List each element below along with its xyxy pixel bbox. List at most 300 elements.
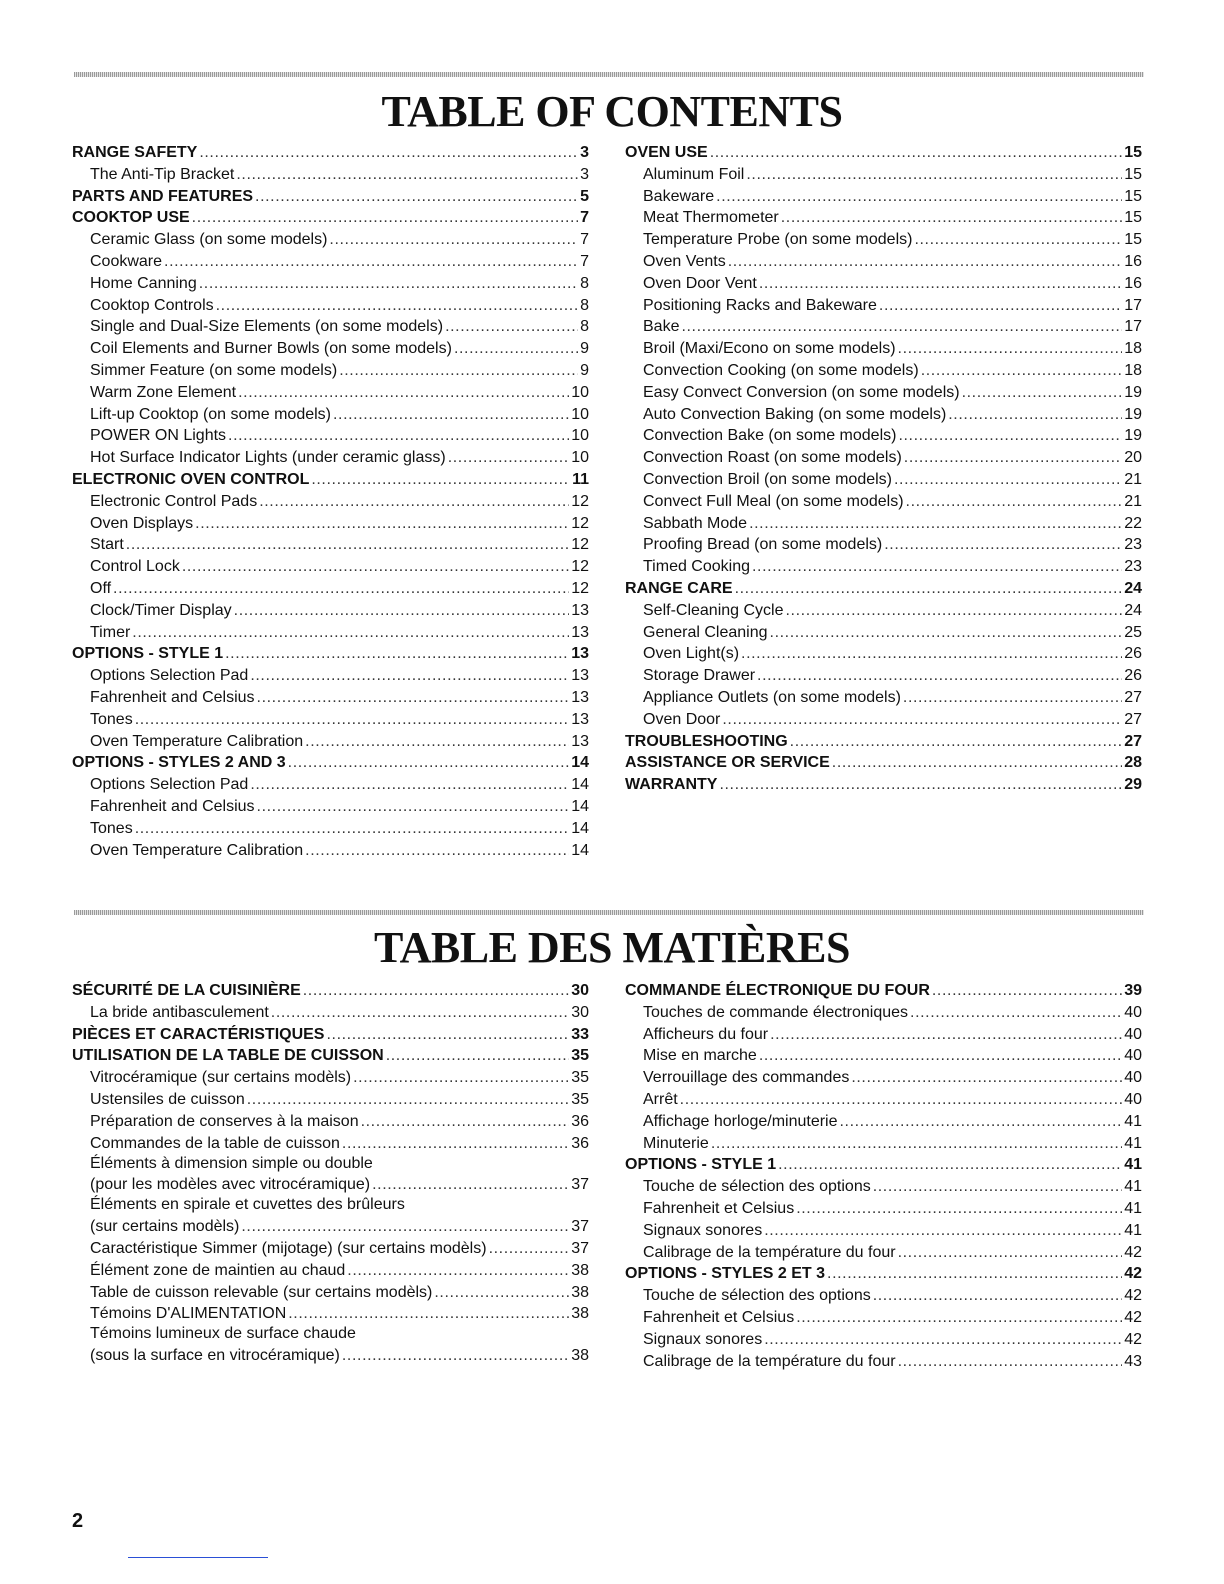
toc-subentry[interactable] — [72, 578, 589, 600]
toc-title: TABLE OF CONTENTS — [381, 87, 843, 136]
toc-subentry[interactable] — [72, 425, 589, 447]
entry-title: Start — [90, 536, 124, 554]
toc-subentry[interactable] — [625, 622, 1142, 644]
toc-subentry[interactable] — [72, 1282, 589, 1304]
dot-leader — [241, 1216, 569, 1238]
dot-leader — [910, 1002, 1122, 1024]
entry-title: OPTIONS - STYLES 2 ET 3 — [625, 1265, 826, 1283]
entry-page-number: 10 — [571, 405, 589, 423]
entry-title: (pour les modèles avec vitrocéramique) — [90, 1176, 371, 1194]
entry-page-number: 23 — [1124, 558, 1142, 576]
entry-page-number: 12 — [571, 514, 589, 532]
entry-page-number: 23 — [1124, 536, 1142, 554]
toc-section-entry[interactable] — [72, 469, 589, 491]
toc-subentry[interactable] — [625, 1067, 1142, 1089]
entry-title: Touche de sélection des options — [643, 1287, 871, 1305]
entry-page-number: 21 — [1124, 492, 1142, 510]
toc-right-column — [625, 142, 1142, 796]
entry-title: Temperature Probe (on some models) — [643, 231, 913, 249]
dot-leader — [680, 1089, 1123, 1111]
toc-subentry[interactable] — [72, 1154, 589, 1196]
entry-page-number: 39 — [1124, 982, 1142, 999]
entry-page-number: 20 — [1124, 449, 1142, 467]
toc-subentry[interactable] — [72, 360, 589, 382]
dot-leader — [257, 687, 570, 709]
toc-subentry[interactable] — [625, 273, 1142, 295]
dot-leader — [454, 338, 578, 360]
dot-leader — [962, 382, 1123, 404]
dot-leader — [710, 142, 1123, 164]
dot-leader — [250, 665, 569, 687]
entry-title: Fahrenheit et Celsius — [643, 1199, 795, 1217]
tdm-right-column — [625, 980, 1142, 1372]
entry-title: Verrouillage des commandes — [643, 1069, 850, 1087]
toc-subentry[interactable] — [72, 1303, 589, 1325]
toc-subentry[interactable] — [72, 229, 589, 251]
dot-leader — [898, 338, 1123, 360]
toc-section-entry[interactable] — [625, 731, 1142, 753]
toc-subentry[interactable] — [72, 447, 589, 469]
entry-page-number: 38 — [571, 1347, 589, 1365]
toc-subentry[interactable] — [72, 513, 589, 535]
dot-leader — [347, 1260, 569, 1282]
toc-section-entry[interactable] — [72, 980, 589, 1002]
dot-leader — [303, 980, 569, 1002]
entry-title: COOKTOP USE — [72, 209, 190, 227]
dot-leader — [225, 643, 569, 665]
entry-title: ASSISTANCE OR SERVICE — [625, 754, 830, 772]
dot-leader — [681, 316, 1122, 338]
entry-page-number: 10 — [571, 449, 589, 467]
toc-subentry[interactable] — [625, 643, 1142, 665]
entry-title: OPTIONS - STYLES 2 AND 3 — [72, 754, 286, 772]
toc-subentry[interactable] — [72, 338, 589, 360]
entry-page-number: 40 — [1124, 1025, 1142, 1043]
toc-subentry[interactable] — [625, 404, 1142, 426]
toc-subentry[interactable] — [625, 1198, 1142, 1220]
toc-subentry[interactable] — [72, 1067, 589, 1089]
entry-page-number: 8 — [580, 274, 589, 292]
toc-subentry[interactable] — [72, 251, 589, 273]
toc-subentry[interactable] — [625, 1111, 1142, 1133]
toc-subentry[interactable] — [625, 164, 1142, 186]
entry-title: Aluminum Foil — [643, 165, 745, 183]
entry-page-number: 29 — [1124, 776, 1142, 794]
toc-subentry[interactable] — [72, 1089, 589, 1111]
dot-leader — [770, 622, 1123, 644]
dot-leader — [311, 469, 570, 491]
entry-page-number: 42 — [1124, 1287, 1142, 1305]
entry-title-line1: Éléments à dimension simple ou double — [90, 1154, 373, 1172]
dot-leader — [884, 534, 1122, 556]
toc-section-entry[interactable] — [625, 578, 1142, 600]
entry-page-number: 16 — [1124, 274, 1142, 292]
toc-subentry[interactable] — [625, 1002, 1142, 1024]
dot-leader — [238, 382, 569, 404]
toc-subentry[interactable] — [625, 513, 1142, 535]
toc-subentry[interactable] — [625, 251, 1142, 273]
entry-title: Meat Thermometer — [643, 209, 779, 227]
toc-section-entry[interactable] — [72, 643, 589, 665]
entry-title: Fahrenheit et Celsius — [643, 1308, 795, 1326]
entry-title: OPTIONS - STYLE 1 — [72, 645, 224, 663]
dot-leader — [728, 251, 1122, 273]
toc-subentry[interactable] — [72, 818, 589, 840]
entry-title: Control Lock — [90, 558, 180, 576]
dot-leader — [906, 491, 1123, 513]
entry-title: Self-Cleaning Cycle — [643, 601, 784, 619]
entry-page-number: 7 — [580, 231, 589, 249]
dot-leader — [489, 1238, 570, 1260]
toc-subentry[interactable] — [625, 1024, 1142, 1046]
dot-leader — [840, 1111, 1123, 1133]
entry-page-number: 24 — [1124, 579, 1142, 597]
dot-leader — [719, 774, 1122, 796]
entry-title: SÉCURITÉ DE LA CUISINIÈRE — [72, 982, 301, 999]
toc-subentry[interactable] — [625, 534, 1142, 556]
entry-page-number: 26 — [1124, 667, 1142, 685]
toc-subentry[interactable] — [625, 1351, 1142, 1373]
dot-leader — [770, 1024, 1122, 1046]
dot-leader — [305, 731, 569, 753]
entry-title: Témoins D'ALIMENTATION — [90, 1305, 287, 1323]
toc-subentry[interactable] — [72, 382, 589, 404]
entry-page-number: 12 — [571, 579, 589, 597]
entry-page-number: 15 — [1124, 165, 1142, 183]
toc-subentry[interactable] — [72, 840, 589, 862]
entry-page-number: 14 — [571, 797, 589, 815]
dot-leader — [914, 229, 1122, 251]
entry-page-number: 40 — [1124, 1003, 1142, 1021]
entry-page-number: 27 — [1124, 688, 1142, 706]
entry-title: Minuterie — [643, 1134, 709, 1152]
dot-leader — [873, 1285, 1122, 1307]
toc-subentry[interactable] — [625, 207, 1142, 229]
entry-title: Oven Temperature Calibration — [90, 841, 304, 859]
toc-subentry[interactable] — [625, 360, 1142, 382]
entry-page-number: 40 — [1124, 1069, 1142, 1087]
dot-leader — [329, 229, 578, 251]
toc-subentry[interactable] — [625, 1045, 1142, 1067]
dot-leader — [199, 142, 578, 164]
tdm-title: TABLE DES MATIÈRES — [374, 923, 850, 972]
entry-page-number: 25 — [1124, 623, 1142, 641]
entry-title: PIÈCES ET CARACTÉRISTIQUES — [72, 1025, 325, 1043]
dot-leader — [288, 1303, 569, 1325]
dot-leader — [216, 295, 578, 317]
dot-leader — [164, 251, 578, 273]
toc-subentry[interactable] — [72, 295, 589, 317]
toc-section-entry[interactable] — [72, 207, 589, 229]
entry-title: Calibrage de la température du four — [643, 1352, 896, 1370]
dot-leader — [326, 1024, 569, 1046]
dot-leader — [796, 1307, 1122, 1329]
dot-leader — [228, 425, 569, 447]
dot-leader — [904, 447, 1122, 469]
entry-page-number: 12 — [571, 492, 589, 510]
entry-title: Afficheurs du four — [643, 1025, 769, 1043]
dot-leader — [873, 1176, 1122, 1198]
toc-section-entry[interactable] — [625, 752, 1142, 774]
dot-leader — [333, 404, 569, 426]
dot-leader — [948, 404, 1122, 426]
entry-page-number: 13 — [571, 667, 589, 685]
toc-subentry[interactable] — [72, 665, 589, 687]
dot-leader — [764, 1220, 1122, 1242]
toc-section-entry[interactable] — [72, 142, 589, 164]
toc-subentry[interactable] — [72, 273, 589, 295]
dot-leader — [247, 1089, 569, 1111]
toc-subentry[interactable] — [625, 600, 1142, 622]
dot-leader — [903, 687, 1122, 709]
dot-leader — [796, 1198, 1122, 1220]
toc-section-entry[interactable] — [72, 1045, 589, 1067]
dot-leader — [234, 600, 570, 622]
entry-page-number: 5 — [580, 187, 589, 205]
toc-subentry[interactable] — [72, 316, 589, 338]
dot-leader — [735, 578, 1123, 600]
entry-page-number: 21 — [1124, 470, 1142, 488]
dot-leader — [448, 447, 569, 469]
toc-subentry[interactable] — [72, 534, 589, 556]
entry-page-number: 18 — [1124, 361, 1142, 379]
entry-page-number: 17 — [1124, 318, 1142, 336]
toc-subentry[interactable] — [72, 164, 589, 186]
toc-subentry[interactable] — [72, 796, 589, 818]
toc-subentry[interactable] — [625, 687, 1142, 709]
entry-page-number: 27 — [1124, 710, 1142, 728]
entry-title: Fahrenheit and Celsius — [90, 688, 255, 706]
toc-subentry[interactable] — [72, 1002, 589, 1024]
entry-page-number: 42 — [1124, 1330, 1142, 1348]
entry-title-line1: Témoins lumineux de surface chaude — [90, 1325, 356, 1343]
toc-subentry[interactable] — [625, 295, 1142, 317]
entry-title: Convection Bake (on some models) — [643, 427, 897, 445]
entry-page-number: 30 — [571, 1003, 589, 1021]
entry-page-number: 15 — [1124, 187, 1142, 205]
toc-subentry[interactable] — [625, 338, 1142, 360]
toc-subentry[interactable] — [72, 1196, 589, 1238]
entry-page-number: 13 — [571, 601, 589, 619]
entry-page-number: 7 — [580, 252, 589, 270]
entry-title: Fahrenheit and Celsius — [90, 797, 255, 815]
entry-page-number: 18 — [1124, 340, 1142, 358]
entry-page-number: 22 — [1124, 514, 1142, 532]
toc-section-entry[interactable] — [72, 752, 589, 774]
dot-leader — [255, 186, 578, 208]
toc-subentry[interactable] — [625, 556, 1142, 578]
entry-page-number: 14 — [571, 841, 589, 859]
dot-leader — [126, 534, 569, 556]
entry-page-number: 37 — [571, 1239, 589, 1257]
toc-subentry[interactable] — [72, 600, 589, 622]
entry-title: (sous la surface en vitrocéramique) — [90, 1347, 340, 1365]
entry-page-number: 13 — [571, 623, 589, 641]
toc-subentry[interactable] — [625, 1089, 1142, 1111]
entry-title: RANGE CARE — [625, 579, 733, 597]
entry-page-number: 37 — [571, 1176, 589, 1194]
toc-section-entry[interactable] — [625, 774, 1142, 796]
entry-title: Préparation de conserves à la maison — [90, 1112, 359, 1130]
toc-subentry[interactable] — [72, 1325, 589, 1367]
toc-subentry[interactable] — [625, 1285, 1142, 1307]
entry-title: (sur certains modèls) — [90, 1218, 240, 1236]
toc-subentry[interactable] — [72, 1133, 589, 1155]
entry-title: Ustensiles de cuisson — [90, 1090, 245, 1108]
dot-leader — [757, 665, 1122, 687]
entry-title: Oven Light(s) — [643, 645, 740, 663]
entry-title: Commandes de la table de cuisson — [90, 1134, 340, 1152]
entry-page-number: 15 — [1124, 231, 1142, 249]
toc-subentry[interactable] — [625, 469, 1142, 491]
entry-title: POWER ON Lights — [90, 427, 227, 445]
dot-leader — [932, 980, 1122, 1002]
toc-subentry[interactable] — [72, 404, 589, 426]
toc-subentry[interactable] — [625, 1329, 1142, 1351]
entry-page-number: 41 — [1124, 1156, 1142, 1174]
entry-title: Timer — [90, 623, 131, 641]
footer-underline — [128, 1557, 268, 1558]
toc-subentry[interactable] — [72, 556, 589, 578]
entry-title: Bakeware — [643, 187, 715, 205]
entry-title: Coil Elements and Burner Bowls (on some models) — [90, 340, 452, 358]
entry-page-number: 42 — [1124, 1308, 1142, 1326]
entry-title: Élément zone de maintien au chaud — [90, 1261, 346, 1279]
dot-leader — [353, 1067, 569, 1089]
toc-section-entry[interactable] — [625, 1263, 1142, 1285]
entry-title: OPTIONS - STYLE 1 — [625, 1156, 777, 1174]
toc-subentry[interactable] — [625, 229, 1142, 251]
entry-page-number: 13 — [571, 710, 589, 728]
dot-leader — [182, 556, 569, 578]
dot-leader — [434, 1282, 569, 1304]
entry-title: Sabbath Mode — [643, 514, 748, 532]
entry-title: Timed Cooking — [643, 558, 751, 576]
toc-subentry[interactable] — [625, 447, 1142, 469]
toc-subentry[interactable] — [625, 709, 1142, 731]
toc-subentry[interactable] — [72, 1238, 589, 1260]
entry-title: TROUBLESHOOTING — [625, 732, 788, 750]
dot-leader — [741, 643, 1122, 665]
toc-section-entry[interactable] — [72, 1024, 589, 1046]
entry-page-number: 41 — [1124, 1134, 1142, 1152]
toc-subentry[interactable] — [625, 425, 1142, 447]
entry-page-number: 13 — [571, 688, 589, 706]
toc-subentry[interactable] — [72, 687, 589, 709]
toc-subentry[interactable] — [625, 491, 1142, 513]
entry-title: Convection Broil (on some models) — [643, 470, 892, 488]
dot-leader — [898, 1351, 1123, 1373]
toc-subentry[interactable] — [625, 1307, 1142, 1329]
dot-leader — [722, 709, 1122, 731]
toc-section-entry[interactable] — [625, 1154, 1142, 1176]
toc-subentry[interactable] — [625, 1133, 1142, 1155]
toc-subentry[interactable] — [72, 709, 589, 731]
entry-page-number: 14 — [571, 819, 589, 837]
middle-rule — [74, 910, 1144, 915]
tdm-left-column — [72, 980, 589, 1367]
entry-title: OVEN USE — [625, 144, 708, 161]
entry-title: Options Selection Pad — [90, 667, 249, 685]
entry-page-number: 42 — [1124, 1265, 1142, 1283]
toc-subentry[interactable] — [625, 1176, 1142, 1198]
toc-section-entry[interactable] — [72, 186, 589, 208]
dot-leader — [764, 1329, 1122, 1351]
entry-page-number: 24 — [1124, 601, 1142, 619]
entry-title: Lift-up Cooktop (on some models) — [90, 405, 331, 423]
entry-page-number: 35 — [571, 1090, 589, 1108]
toc-subentry[interactable] — [72, 622, 589, 644]
entry-page-number: 41 — [1124, 1221, 1142, 1239]
toc-section-entry[interactable] — [625, 142, 1142, 164]
dot-leader — [790, 731, 1123, 753]
entry-title: Oven Door Vent — [643, 274, 757, 292]
toc-subentry[interactable] — [625, 665, 1142, 687]
entry-title: La bride antibasculement — [90, 1003, 269, 1021]
toc-subentry[interactable] — [625, 186, 1142, 208]
entry-page-number: 27 — [1124, 732, 1142, 750]
toc-subentry[interactable] — [625, 316, 1142, 338]
toc-subentry[interactable] — [625, 1220, 1142, 1242]
page-number: 2 — [72, 1510, 84, 1532]
toc-subentry[interactable] — [625, 1242, 1142, 1264]
dot-leader — [752, 556, 1122, 578]
entry-title: Proofing Bread (on some models) — [643, 536, 883, 554]
entry-page-number: 16 — [1124, 252, 1142, 270]
toc-subentry[interactable] — [72, 1260, 589, 1282]
entry-title: Easy Convect Conversion (on some models) — [643, 383, 960, 401]
dot-leader — [827, 1263, 1122, 1285]
toc-section-entry[interactable] — [625, 980, 1142, 1002]
entry-page-number: 28 — [1124, 754, 1142, 772]
entry-page-number: 37 — [571, 1218, 589, 1236]
toc-subentry[interactable] — [72, 731, 589, 753]
entry-title: WARRANTY — [625, 776, 718, 794]
entry-title: Oven Door — [643, 710, 721, 728]
entry-page-number: 15 — [1124, 144, 1142, 161]
dot-leader — [778, 1154, 1122, 1176]
entry-title: Cookware — [90, 252, 163, 270]
dot-leader — [716, 186, 1122, 208]
toc-subentry[interactable] — [72, 774, 589, 796]
entry-title: Simmer Feature (on some models) — [90, 361, 338, 379]
dot-leader — [445, 316, 578, 338]
dot-leader — [759, 1045, 1122, 1067]
dot-leader — [342, 1345, 569, 1367]
dot-leader — [898, 425, 1122, 447]
toc-subentry[interactable] — [625, 382, 1142, 404]
entry-page-number: 38 — [571, 1305, 589, 1323]
entry-title: Electronic Control Pads — [90, 492, 258, 510]
entry-page-number: 14 — [571, 754, 589, 772]
entry-title: Broil (Maxi/Econo on some models) — [643, 340, 896, 358]
entry-page-number: 26 — [1124, 645, 1142, 663]
dot-leader — [386, 1045, 570, 1067]
entry-page-number: 41 — [1124, 1199, 1142, 1217]
dot-leader — [711, 1133, 1122, 1155]
toc-left-column — [72, 142, 589, 861]
entry-page-number: 3 — [580, 165, 589, 183]
entry-page-number: 41 — [1124, 1178, 1142, 1196]
entry-title: Warm Zone Element — [90, 383, 237, 401]
entry-title: General Cleaning — [643, 623, 768, 641]
toc-subentry[interactable] — [72, 1111, 589, 1133]
entry-page-number: 19 — [1124, 383, 1142, 401]
toc-subentry[interactable] — [72, 491, 589, 513]
dot-leader — [199, 273, 578, 295]
entry-title: Cooktop Controls — [90, 296, 214, 314]
entry-title: Bake — [643, 318, 680, 336]
